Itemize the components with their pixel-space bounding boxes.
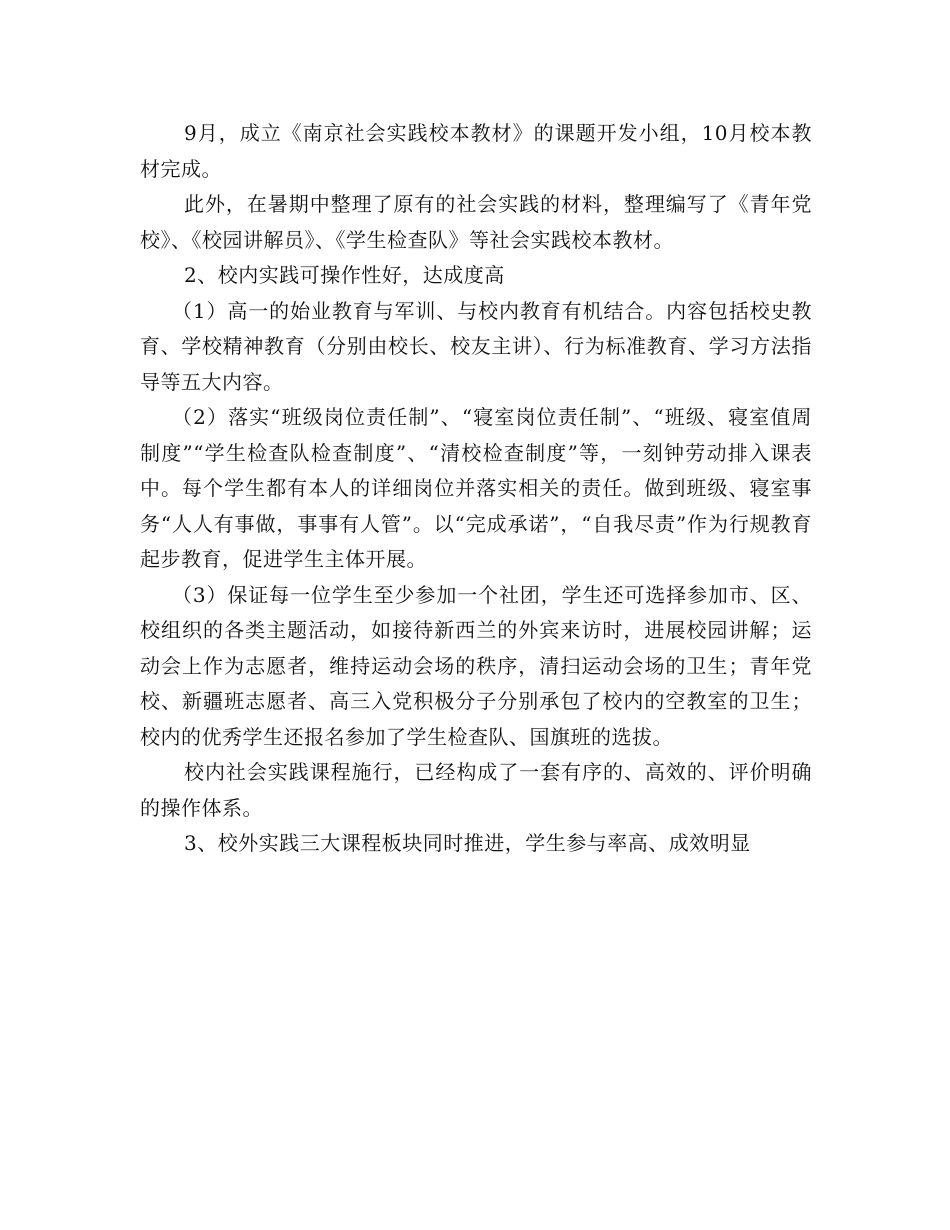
paragraph-item-3: （3）保证每一位学生至少参加一个社团，学生还可选择参加市、区、校组织的各类主题活动，如接待新西兰的外宾来访时，进展校园讲解；运动会上作为志愿者，维持运动会场的秩序，清扫运动会场的卫生；青年党校、新疆班志愿者、高三入党积极分子分别承包了校内的空教室的卫生；校内的优秀学生还报名参加了学生检查队、国旗班的选拔。 bbox=[140, 582, 812, 749]
paragraph-item-2: （2）落实“班级岗位责任制”、“寝室岗位责任制”、“班级、寝室值周制度”“学生检查队检查制度”、“清校检查制度”等，一刻钟劳动排入课表中。每个学生都有本人的详细岗位并落实相关的责任。做到班级、寝室事务“人人有事做，事事有人管”。以“完成承诺”，“自我尽责”作为行规教育起步教育，促进学生主体开展。 bbox=[140, 405, 812, 571]
paragraph-summer-materials: 此外，在暑期中整理了原有的社会实践的材料，整理编写了《青年党校》、《校园讲解员》、《学生检查队》等社会实践校本教材。 bbox=[140, 192, 812, 252]
document-body bbox=[140, 116, 812, 862]
section-heading-2: 2、校内实践可操作性好，达成度高 bbox=[184, 263, 505, 287]
paragraph-textbook-development: 9月，成立《南京社会实践校本教材》的课题开发小组，10月校本教材完成。 bbox=[140, 121, 812, 181]
section-heading-3: 3、校外实践三大课程板块同时推进，学生参与率高、成效明显 bbox=[184, 831, 751, 855]
paragraph-summary: 校内社会实践课程施行，已经构成了一套有序的、高效的、评价明确的操作体系。 bbox=[140, 760, 812, 820]
paragraph-item-1: （1）高一的始业教育与军训、与校内教育有机结合。内容包括校史教育、学校精神教育（分别由校长、校友主讲）、行为标准教育、学习方法指导等五大内容。 bbox=[140, 298, 812, 394]
